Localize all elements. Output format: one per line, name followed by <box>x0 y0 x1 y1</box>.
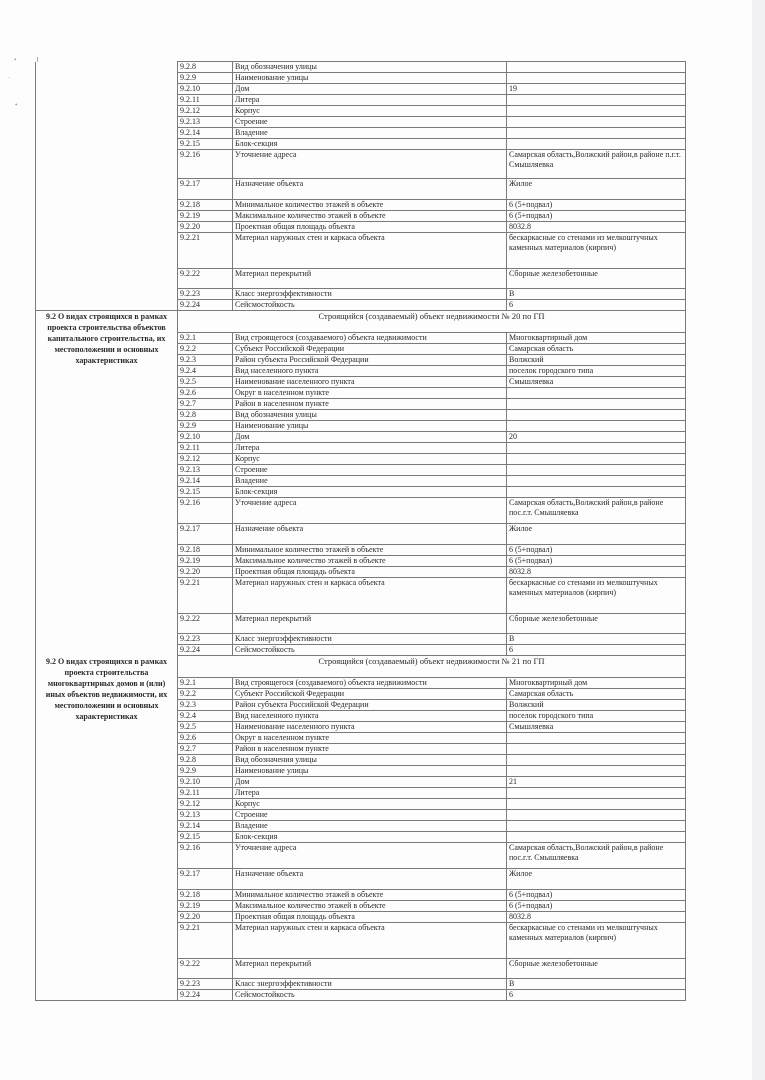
row-value <box>507 95 686 106</box>
row-code: 9.2.18 <box>178 200 233 211</box>
row-code: 9.2.21 <box>178 923 233 959</box>
row-label: Литера <box>233 95 507 106</box>
row-label: Вид строящегося (создаваемого) объекта недвижимости <box>233 678 507 689</box>
row-value: 6 (5+подвал) <box>507 901 686 912</box>
document-table <box>35 61 686 1001</box>
block-label: 9.2 О видах строящихся в рамках проекта строительства объектов капитального строительства, их местоположении и основных характеристиках <box>36 311 178 656</box>
row-value <box>507 106 686 117</box>
row-code: 9.2.5 <box>178 377 233 388</box>
row-label: Субъект Российской Федерации <box>233 689 507 700</box>
row-value <box>507 766 686 777</box>
row-code: 9.2.10 <box>178 432 233 443</box>
row-label: Максимальное количество этажей в объекте <box>233 211 507 222</box>
row-code: 9.2.24 <box>178 300 233 311</box>
row-code: 9.2.17 <box>178 179 233 200</box>
row-code: 9.2.11 <box>178 95 233 106</box>
row-value <box>507 73 686 84</box>
row-value <box>507 788 686 799</box>
row-label: Проектная общая площадь объекта <box>233 567 507 578</box>
block-label-continued <box>36 62 178 311</box>
row-value: бескаркасные со стенами из мелкоштучных каменных материалов (кирпич) <box>507 923 686 959</box>
row-code: 9.2.6 <box>178 388 233 399</box>
row-label: Наименование улицы <box>233 73 507 84</box>
row-value: бескаркасные со стенами из мелкоштучных каменных материалов (кирпич) <box>507 233 686 269</box>
row-value: Волжский <box>507 355 686 366</box>
section-header-row <box>36 656 686 678</box>
row-label: Литера <box>233 443 507 454</box>
row-label: Материал наружных стен и каркаса объекта <box>233 578 507 614</box>
row-code: 9.2.4 <box>178 366 233 377</box>
row-code: 9.2.18 <box>178 890 233 901</box>
row-code: 9.2.15 <box>178 139 233 150</box>
row-code: 9.2.1 <box>178 333 233 344</box>
row-value: Сборные железобетонные <box>507 269 686 289</box>
row-value <box>507 128 686 139</box>
row-value: 21 <box>507 777 686 788</box>
row-code: 9.2.15 <box>178 487 233 498</box>
row-label: Максимальное количество этажей в объекте <box>233 901 507 912</box>
row-value: B <box>507 634 686 645</box>
row-value: Самарская область <box>507 344 686 355</box>
row-code: 9.2.16 <box>178 150 233 179</box>
row-value: 8032.8 <box>507 222 686 233</box>
row-code: 9.2.21 <box>178 578 233 614</box>
row-label: Класс энергоэффективности <box>233 979 507 990</box>
row-code: 9.2.19 <box>178 211 233 222</box>
row-value <box>507 832 686 843</box>
row-label: Минимальное количество этажей в объекте <box>233 200 507 211</box>
row-code: 9.2.1 <box>178 678 233 689</box>
row-value: поселок городского типа <box>507 711 686 722</box>
document-table-body <box>36 62 686 1001</box>
row-value: Многоквартирный дом <box>507 678 686 689</box>
row-label: Вид обозначения улицы <box>233 62 507 73</box>
row-code: 9.2.10 <box>178 777 233 788</box>
row-label: Материал перекрытий <box>233 959 507 979</box>
row-value: Самарская область,Волжский район,в районе пос.г.т. Смышляевка <box>507 843 686 869</box>
row-label: Владение <box>233 476 507 487</box>
row-label: Строение <box>233 465 507 476</box>
row-label: Вид населенного пункта <box>233 366 507 377</box>
row-label: Проектная общая площадь объекта <box>233 912 507 923</box>
row-label: Минимальное количество этажей в объекте <box>233 545 507 556</box>
row-label: Наименование улицы <box>233 766 507 777</box>
row-label: Вид обозначения улицы <box>233 410 507 421</box>
row-label: Вид населенного пункта <box>233 711 507 722</box>
object-header: Строящийся (создаваемый) объект недвижимости № 20 по ГП <box>178 311 686 333</box>
row-value <box>507 799 686 810</box>
row-value: 19 <box>507 84 686 95</box>
row-value <box>507 421 686 432</box>
row-label: Район субъекта Российской Федерации <box>233 700 507 711</box>
page-edge-shadow <box>752 0 765 1080</box>
row-code: 9.2.14 <box>178 821 233 832</box>
row-value <box>507 733 686 744</box>
row-label: Владение <box>233 821 507 832</box>
row-label: Класс энергоэффективности <box>233 634 507 645</box>
row-value: Волжский <box>507 700 686 711</box>
row-label: Назначение объекта <box>233 179 507 200</box>
row-code: 9.2.23 <box>178 979 233 990</box>
row-value <box>507 454 686 465</box>
row-label: Наименование населенного пункта <box>233 377 507 388</box>
row-code: 9.2.14 <box>178 476 233 487</box>
scan-speck: · <box>8 74 11 82</box>
row-value: 6 <box>507 300 686 311</box>
row-code: 9.2.13 <box>178 117 233 128</box>
row-label: Блок-секция <box>233 139 507 150</box>
scan-speck: • <box>15 101 18 109</box>
row-value: Смышляевка <box>507 722 686 733</box>
object-header: Строящийся (создаваемый) объект недвижимости № 21 по ГП <box>178 656 686 678</box>
row-code: 9.2.22 <box>178 959 233 979</box>
row-code: 9.2.13 <box>178 810 233 821</box>
row-code: 9.2.20 <box>178 567 233 578</box>
row-value: Сборные железобетонные <box>507 614 686 634</box>
row-code: 9.2.24 <box>178 990 233 1001</box>
row-code: 9.2.6 <box>178 733 233 744</box>
row-label: Уточнение адреса <box>233 498 507 524</box>
row-value <box>507 410 686 421</box>
row-label: Блок-секция <box>233 832 507 843</box>
row-code: 9.2.24 <box>178 645 233 656</box>
row-label: Вид строящегося (создаваемого) объекта недвижимости <box>233 333 507 344</box>
row-code: 9.2.17 <box>178 869 233 890</box>
row-label: Материал перекрытий <box>233 614 507 634</box>
section-header-row <box>36 311 686 333</box>
row-code: 9.2.8 <box>178 62 233 73</box>
row-code: 9.2.12 <box>178 454 233 465</box>
row-code: 9.2.18 <box>178 545 233 556</box>
row-code: 9.2.8 <box>178 410 233 421</box>
row-code: 9.2.2 <box>178 344 233 355</box>
row-label: Назначение объекта <box>233 524 507 545</box>
row-code: 9.2.17 <box>178 524 233 545</box>
row-code: 9.2.10 <box>178 84 233 95</box>
row-value: 6 (5+подвал) <box>507 556 686 567</box>
row-label: Материал перекрытий <box>233 269 507 289</box>
row-value: 6 (5+подвал) <box>507 211 686 222</box>
row-value: Жилое <box>507 869 686 890</box>
row-value: Жилое <box>507 179 686 200</box>
row-code: 9.2.9 <box>178 421 233 432</box>
row-label: Проектная общая площадь объекта <box>233 222 507 233</box>
scan-speck: • <box>14 56 17 64</box>
row-code: 9.2.4 <box>178 711 233 722</box>
row-label: Корпус <box>233 799 507 810</box>
row-code: 9.2.2 <box>178 689 233 700</box>
row-code: 9.2.19 <box>178 901 233 912</box>
row-code: 9.2.19 <box>178 556 233 567</box>
row-label: Вид обозначения улицы <box>233 755 507 766</box>
row-value: Самарская область,Волжский район,в районе п.г.т. Смышляевка <box>507 150 686 179</box>
row-code: 9.2.7 <box>178 744 233 755</box>
table-row <box>36 62 686 73</box>
row-value <box>507 487 686 498</box>
row-value: 6 (5+подвал) <box>507 545 686 556</box>
row-value: Самарская область,Волжский район,в районе пос.г.т. Смышляевка <box>507 498 686 524</box>
row-value: 8032.8 <box>507 912 686 923</box>
row-label: Уточнение адреса <box>233 843 507 869</box>
row-code: 9.2.20 <box>178 912 233 923</box>
row-label: Округ в населенном пункте <box>233 388 507 399</box>
row-value: 6 (5+подвал) <box>507 890 686 901</box>
row-code: 9.2.23 <box>178 634 233 645</box>
row-value: Сборные железобетонные <box>507 959 686 979</box>
row-label: Сейсмостойкость <box>233 645 507 656</box>
row-label: Уточнение адреса <box>233 150 507 179</box>
row-value <box>507 62 686 73</box>
row-label: Сейсмостойкость <box>233 990 507 1001</box>
row-value <box>507 399 686 410</box>
row-label: Наименование населенного пункта <box>233 722 507 733</box>
row-code: 9.2.16 <box>178 498 233 524</box>
row-value: Смышляевка <box>507 377 686 388</box>
row-code: 9.2.8 <box>178 755 233 766</box>
row-code: 9.2.14 <box>178 128 233 139</box>
row-value <box>507 443 686 454</box>
row-label: Строение <box>233 117 507 128</box>
row-label: Район в населенном пункте <box>233 744 507 755</box>
row-value: Жилое <box>507 524 686 545</box>
row-code: 9.2.7 <box>178 399 233 410</box>
row-code: 9.2.9 <box>178 766 233 777</box>
row-value: поселок городского типа <box>507 366 686 377</box>
row-code: 9.2.12 <box>178 799 233 810</box>
row-code: 9.2.11 <box>178 443 233 454</box>
row-value: 6 <box>507 990 686 1001</box>
row-label: Максимальное количество этажей в объекте <box>233 556 507 567</box>
row-code: 9.2.22 <box>178 269 233 289</box>
row-code: 9.2.13 <box>178 465 233 476</box>
row-code: 9.2.16 <box>178 843 233 869</box>
row-value <box>507 810 686 821</box>
row-value <box>507 117 686 128</box>
row-value: Самарская область <box>507 689 686 700</box>
row-value: Многоквартирный дом <box>507 333 686 344</box>
row-code: 9.2.20 <box>178 222 233 233</box>
row-code: 9.2.3 <box>178 355 233 366</box>
row-code: 9.2.11 <box>178 788 233 799</box>
row-label: Материал наружных стен и каркаса объекта <box>233 233 507 269</box>
row-label: Район в населенном пункте <box>233 399 507 410</box>
row-code: 9.2.21 <box>178 233 233 269</box>
row-value <box>507 465 686 476</box>
row-value <box>507 821 686 832</box>
row-code: 9.2.23 <box>178 289 233 300</box>
row-label: Округ в населенном пункте <box>233 733 507 744</box>
row-value: бескаркасные со стенами из мелкоштучных каменных материалов (кирпич) <box>507 578 686 614</box>
row-value: 6 <box>507 645 686 656</box>
row-value <box>507 388 686 399</box>
row-value <box>507 476 686 487</box>
block-label: 9.2 О видах строящихся в рамках проекта строительства многоквартирных домов и (или) иных объектов недвижимости, их местоположении и основных характеристиках <box>36 656 178 1001</box>
row-code: 9.2.3 <box>178 700 233 711</box>
row-code: 9.2.9 <box>178 73 233 84</box>
row-label: Наименование улицы <box>233 421 507 432</box>
row-label: Материал наружных стен и каркаса объекта <box>233 923 507 959</box>
row-label: Литера <box>233 788 507 799</box>
row-label: Дом <box>233 84 507 95</box>
row-value: 8032.8 <box>507 567 686 578</box>
row-label: Сейсмостойкость <box>233 300 507 311</box>
row-value <box>507 139 686 150</box>
row-value <box>507 755 686 766</box>
row-value: 6 (5+подвал) <box>507 200 686 211</box>
row-label: Блок-секция <box>233 487 507 498</box>
row-label: Назначение объекта <box>233 869 507 890</box>
row-value: 20 <box>507 432 686 443</box>
row-value: B <box>507 979 686 990</box>
row-value: B <box>507 289 686 300</box>
row-code: 9.2.15 <box>178 832 233 843</box>
row-label: Корпус <box>233 454 507 465</box>
row-label: Район субъекта Российской Федерации <box>233 355 507 366</box>
row-code: 9.2.12 <box>178 106 233 117</box>
row-label: Строение <box>233 810 507 821</box>
row-label: Минимальное количество этажей в объекте <box>233 890 507 901</box>
row-label: Субъект Российской Федерации <box>233 344 507 355</box>
row-label: Корпус <box>233 106 507 117</box>
row-label: Класс энергоэффективности <box>233 289 507 300</box>
row-label: Владение <box>233 128 507 139</box>
row-value <box>507 744 686 755</box>
row-label: Дом <box>233 777 507 788</box>
row-code: 9.2.5 <box>178 722 233 733</box>
row-code: 9.2.22 <box>178 614 233 634</box>
row-label: Дом <box>233 432 507 443</box>
